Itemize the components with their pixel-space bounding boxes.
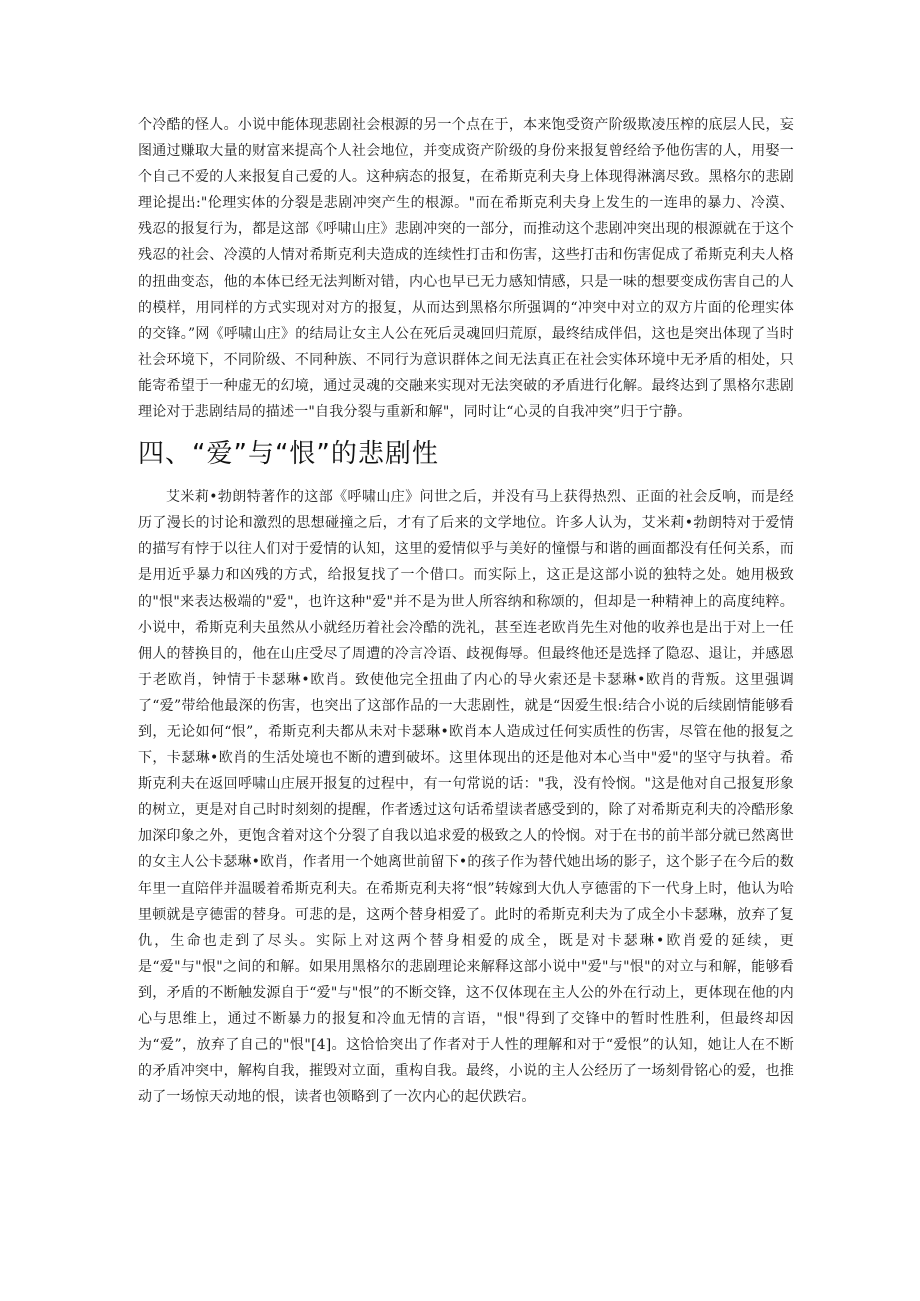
section-heading: 四、“爱”与“恨”的悲剧性 (138, 439, 439, 470)
body-paragraph-continued: 个冷酷的怪人。小说中能体现悲剧社会根源的另一个点在于，本来饱受资产阶级欺凌压榨的底层人民，妄图通过赚取大量的财富来提高个人社会地位，并变成资产阶级的身份来报复曾经给予他伤害的人，用娶一个自己不爱的人来报复自己爱的人。这种病态的报复，在希斯克利夫身上体现得淋漓尽致。黑格尔的悲剧理论提出:"伦理实体的分裂是悲剧冲突产生的根源。"而在希斯克利夫身上发生的一连串的暴力、冷漠、残忍的报复行为，都是这部《呼啸山庄》悲剧冲突的一部分，而推动这个悲剧冲突出现的根源就在于这个残忍的社会、冷漠的人情对希斯克利夫造成的连续性打击和伤害，这些打击和伤害促成了希斯克利夫人格的扭曲变态，他的本体已经无法判断对错，内心也早已无力感知情感，只是一味的想要变成伤害自己的人的模样，用同样的方式实现对对方的报复，从而达到黑格尔所强调的“冲突中对立的双方片面的伦理实体的交锋。”网《呼啸山庄》的结局让女主人公在死后灵魂回归荒原，最终结成伴侣，这也是突出体现了当时社会环境下，不同阶级、不同种族、不同行为意识群体之间无法真正在社会实体环境中无矛盾的相处，只能寄希望于一种虚无的幻境，通过灵魂的交融来实现对无法突破的矛盾进行化解。最终达到了黑格尔悲剧理论对于悲剧结局的描述一"自我分裂与重新和解"，同时让“心灵的自我冲突”归于宁静。 (138, 117, 794, 421)
body-paragraph: 艾米莉•勃朗特著作的这部《呼啸山庄》问世之后，并没有马上获得热烈、正面的社会反响，而是经历了漫长的讨论和激烈的思想碰撞之后，才有了后来的文学地位。许多人认为，艾米莉•勃朗特对于爱情的描写有悖于以往人们对于爱情的认知，这里的爱情似乎与美好的憧憬与和谐的画面都没有任何关系，而是用近乎暴力和凶残的方式，给报复找了一个借口。而实际上，这正是这部小说的独特之处。她用极致的"恨"来表达极端的"爱"，也许这种"爱"并不是为世人所容纳和称颂的，但却是一种精神上的高度纯粹。小说中，希斯克利夫虽然从小就经历着社会冷酷的洗礼，甚至连老欧肖先生对他的收养也是出于对上一任佣人的替换目的，他在山庄受尽了周遭的冷言冷语、歧视侮辱。但最终他还是选择了隐忍、退让，并感恩于老欧肖，钟情于卡瑟琳•欧肖。致使他完全扭曲了内心的导火索还是卡瑟琳•欧肖的背叛。这里强调了“爱”带给他最深的伤害，也突出了这部作品的一大悲剧性，就是“因爱生恨:结合小说的后续剧情能够看到，无论如何“恨”，希斯克利夫都从未对卡瑟琳•欧肖本人造成过任何实质性的伤害，尽管在他的报复之下，卡瑟琳•欧肖的生活处境也不断的遭到破坏。这里体现出的还是他对本心当中"爱"的坚守与执着。希斯克利夫在返回呼啸山庄展开报复的过程中，有一句常说的话："我，没有怜悯。"这是他对自己报复形象的树立，更是对自己时时刻刻的提醒，作者透过这句话希望读者感受到的，除了对希斯克利夫的冷酷形象加深印象之外，更饱含着对这个分裂了自我以追求爱的极致之人的怜悯。对于在书的前半部分就已然离世的女主人公卡瑟琳•欧肖，作者用一个她离世前留下•的孩子作为替代她出场的影子，这个影子在今后的数年里一直陪伴并温暖着希斯克利夫。在希斯克利夫将“恨”转嫁到大仇人亨德雷的下一代身上时，他认为哈里顿就是亨德雷的替身。可悲的是，这两个替身相爱了。此时的希斯克利夫为了成全小卡瑟琳，放弃了复仇，生命也走到了尽头。实际上对这两个替身相爱的成全，既是对卡瑟琳•欧肖爱的延续，更是“爱"与"恨"之间的和解。如果用黑格尔的悲剧理论来解释这部小说中"爱"与"恨"的对立与和解，能够看到，矛盾的不断触发源自于“爱"与"恨”的不断交锋，这不仅体现在主人公的外在行动上，更体现在他的内心与思维上，通过不断暴力的报复和冷血无情的言语，"恨"得到了交锋中的暂时性胜利，但最终却因为“爱”，放弃了自己的"恨"[4]。这恰恰突出了作者对于人性的理解和对于“爱恨”的认知，她让人在不断的矛盾冲突中，解构自我，摧毁对立面，重构自我。最终，小说的主人公经历了一场刻骨铭心的爱，也推动了一场惊天动地的恨，读者也领略到了一次内心的起伏跌宕。 (138, 489, 794, 1106)
document-page (138, 112, 794, 1110)
